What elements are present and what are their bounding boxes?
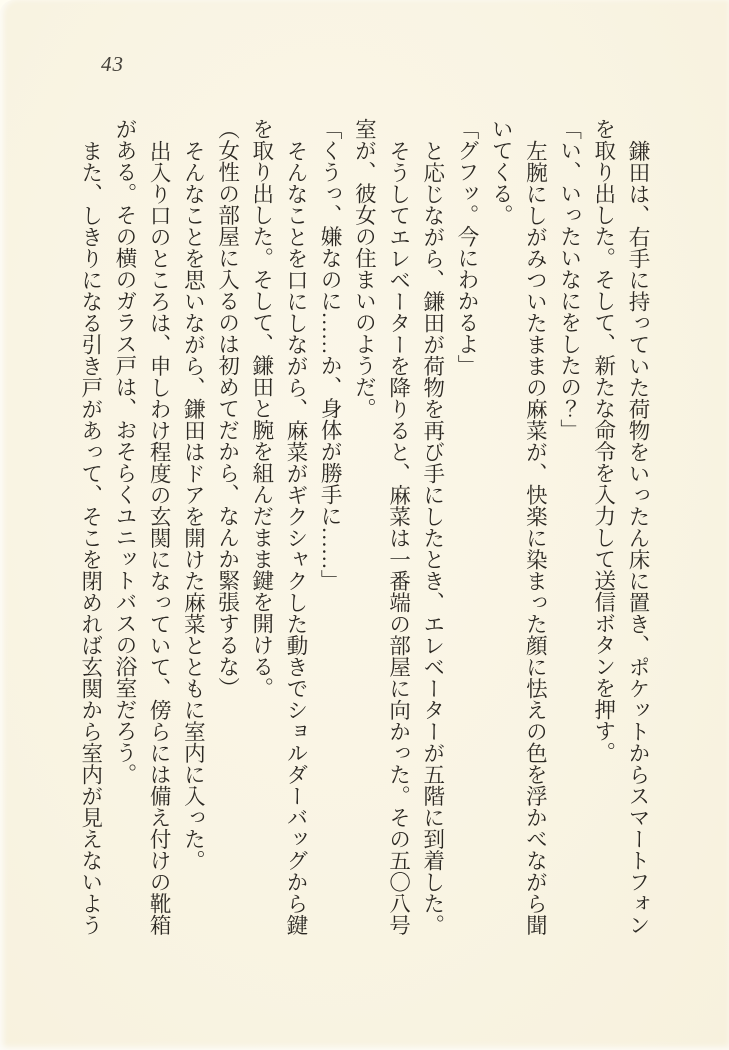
page-number [101,52,124,77]
text-column: 「くうっ、嫌なのに……か、身体が勝手に……」 [318,118,343,591]
text-column: そうしてエレベーターを降りると、麻菜は一番端の部屋に向かった。その五〇八号 [386,139,411,935]
text-column: 「い、いったいなにをしたの？」 [557,118,582,441]
text-column: いてくる。 [489,118,514,226]
body-text [74,118,655,1040]
text-column: 「グフッ。今にわかるよ」 [454,118,479,376]
text-column: 鎌田は、右手に持っていた荷物をいったん床に置き、ポケットからスマートフォン [626,139,650,935]
text-column: そんなことを口にしながら、麻菜がギクシャクした動きでショルダーバッグから鍵 [283,139,308,935]
text-column: また、しきりになる引き戸があって、そこを閉めれば玄関から室内が見えないよう [78,139,103,935]
text-column: を取り出した。そして、新たな命令を入力して送信ボタンを押す。 [591,118,616,763]
text-column: そんなことを思いながら、鎌田はドアを開けた麻菜とともに室内に入った。 [181,139,206,871]
text-column: と応じながら、鎌田が荷物を再び手にしたとき、エレベーターが五階に到着した。 [420,139,445,935]
text-column: を取り出した。そして、鎌田と腕を組んだまま鍵を開ける。 [249,118,274,699]
text-column: 室が、彼女の住まいのようだ。 [352,118,377,419]
text-column: （女性の部屋に入るのは初めてだから、なんか緊張するな） [215,118,240,699]
page-number-text: 43 [101,52,124,76]
text-column: 左腕にしがみついたままの麻菜が、快楽に染まった顔に怯えの色を浮かべながら聞 [523,139,548,935]
text-column: 出入り口のところは、申しわけ程度の玄関になっていて、傍らには備え付けの靴箱 [147,139,172,935]
text-column: がある。その横のガラス戸は、おそらくユニットバスの浴室だろう。 [112,118,137,785]
